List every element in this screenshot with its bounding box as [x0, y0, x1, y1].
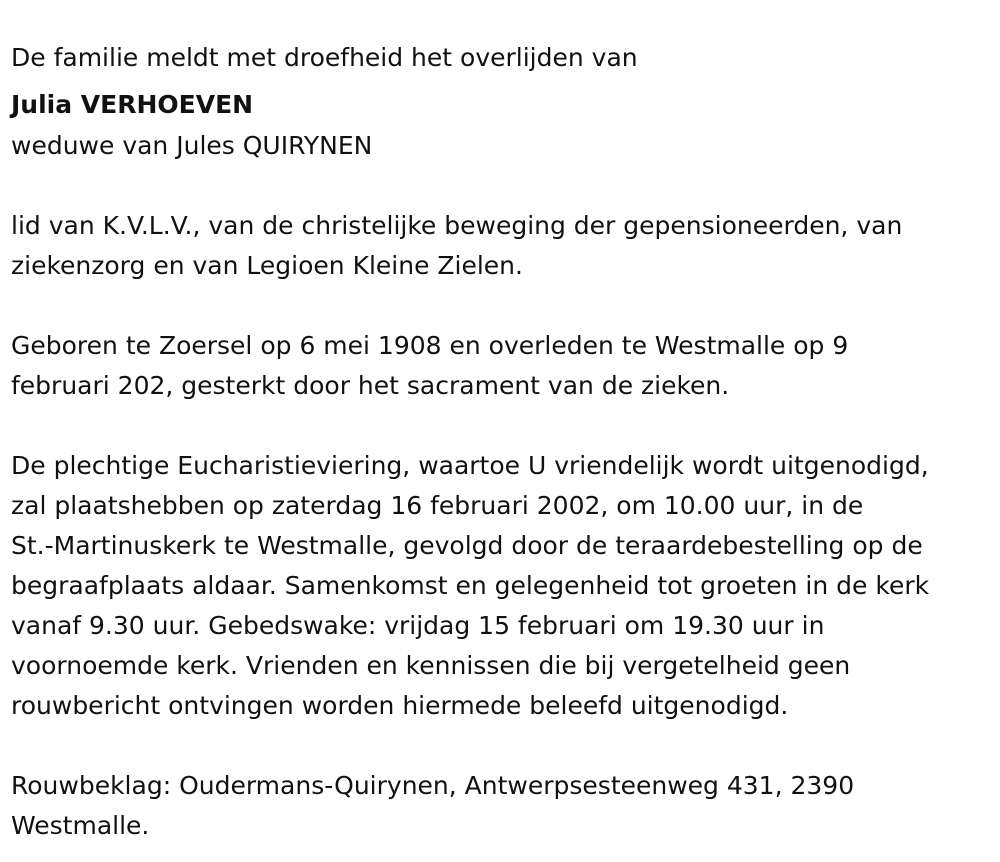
membership-paragraph — [11, 206, 1000, 286]
ceremony-line: zal plaatshebben op zaterdag 16 februari 2002, om 10.00 uur, in de — [11, 491, 864, 520]
ceremony-paragraph — [11, 446, 1000, 726]
birth-death-line: februari 202, gesterkt door het sacrament van de zieken. — [11, 371, 730, 400]
paragraph-spacer — [11, 726, 1000, 766]
paragraph-spacer — [11, 166, 1000, 206]
membership-line: ziekenzorg en van Legioen Kleine Zielen. — [11, 251, 523, 280]
ceremony-line: begraafplaats aldaar. Samenkomst en gelegenheid tot groeten in de kerk — [11, 571, 930, 600]
ceremony-line: voornoemde kerk. Vrienden en kennissen die bij vergetelheid geen — [11, 651, 851, 680]
birth-death-line: Geboren te Zoersel op 6 mei 1908 en overleden te Westmalle op 9 — [11, 331, 849, 360]
deceased-name: Julia VERHOEVEN — [11, 90, 254, 119]
condolence-paragraph — [11, 766, 1000, 846]
birth-death-paragraph — [11, 326, 1000, 406]
ceremony-line: rouwbericht ontvingen worden hiermede beleefd uitgenodigd. — [11, 691, 789, 720]
condolence-line: Rouwbeklag: Oudermans-Quirynen, Antwerpsesteenweg 431, 2390 — [11, 771, 855, 800]
ceremony-line: vanaf 9.30 uur. Gebedswake: vrijdag 15 februari om 19.30 uur in — [11, 611, 825, 640]
membership-line: lid van K.V.L.V., van de christelijke beweging der gepensioneerden, van — [11, 211, 903, 240]
intro-text: De familie meldt met droefheid het overlijden van — [11, 43, 638, 72]
paragraph-spacer — [11, 286, 1000, 326]
ceremony-line: De plechtige Eucharistieviering, waartoe U vriendelijk wordt uitgenodigd, — [11, 451, 929, 480]
widow-text: weduwe van Jules QUIRYNEN — [11, 131, 373, 160]
condolence-line: Westmalle. — [11, 811, 150, 840]
ceremony-line: St.-Martinuskerk te Westmalle, gevolgd door de teraardebestelling op de — [11, 531, 923, 560]
paragraph-spacer — [11, 406, 1000, 446]
